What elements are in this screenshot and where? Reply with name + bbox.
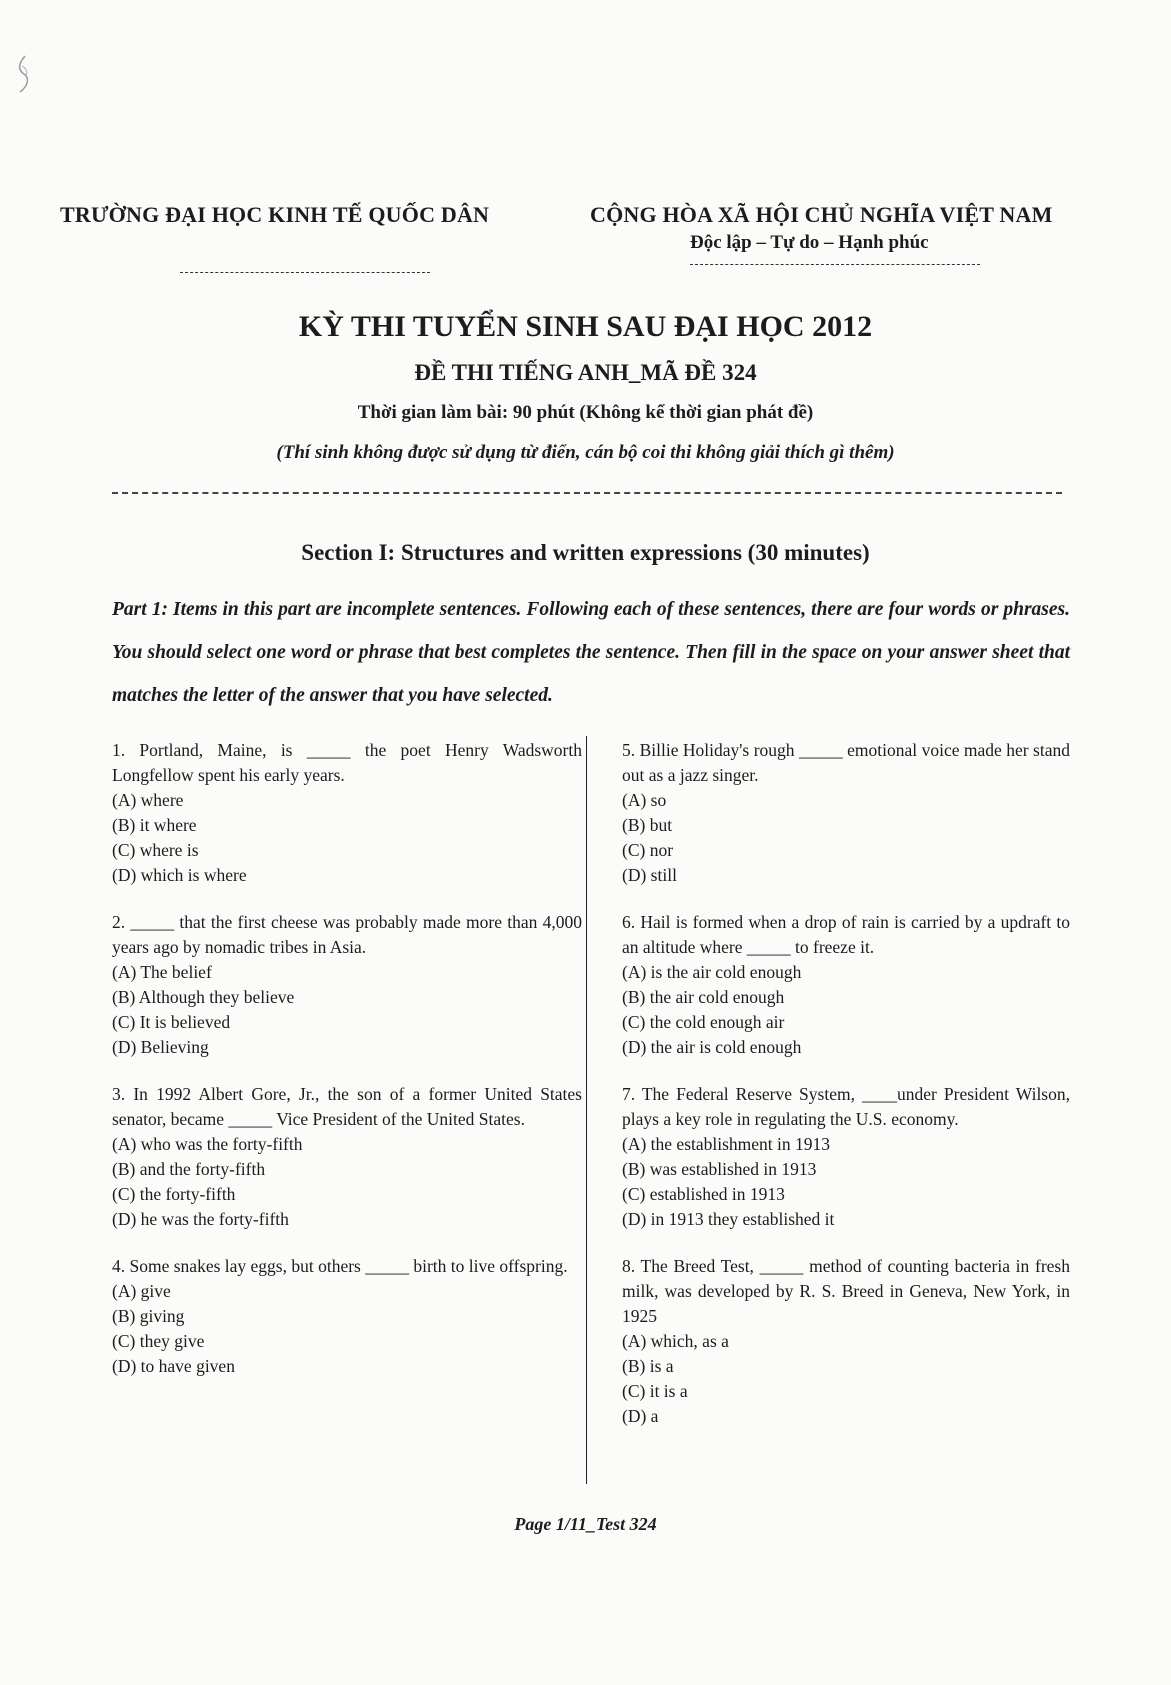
answer-option: (C) it is a [622, 1381, 688, 1401]
answer-option: (D) in 1913 they established it [622, 1209, 835, 1229]
country-motto: Độc lập – Tự do – Hạnh phúc [690, 232, 929, 253]
answer-option: (D) he was the forty-fifth [112, 1209, 289, 1229]
question [622, 910, 1070, 1060]
answer-option: (B) the air cold enough [622, 987, 785, 1007]
answer-option: (B) it where [112, 815, 197, 835]
question [112, 910, 582, 1060]
answer-option: (B) and the forty-fifth [112, 1159, 266, 1179]
answer-option: (A) is the air cold enough [622, 962, 802, 982]
answer-option: (C) nor [622, 840, 674, 860]
answer-option: (C) the cold enough air [622, 1012, 785, 1032]
institution-name: TRƯỜNG ĐẠI HỌC KINH TẾ QUỐC DÂN [60, 202, 490, 227]
answer-option: (D) a [622, 1406, 659, 1426]
questions-right-column [622, 738, 1070, 1451]
question [112, 1254, 582, 1379]
question-text: 6. Hail is formed when a drop of rain is carried by a updraft to an altitude where _____ to freeze it. [622, 912, 1070, 957]
answer-option: (D) Believing [112, 1037, 209, 1057]
answer-option: (A) The belief [112, 962, 212, 982]
column-divider [586, 736, 587, 1484]
answer-option: (B) but [622, 815, 673, 835]
institution-underline [180, 272, 430, 273]
answer-option: (C) established in 1913 [622, 1184, 785, 1204]
answer-option: (A) the establishment in 1913 [622, 1134, 831, 1154]
answer-option: (A) where [112, 790, 184, 810]
exam-subject: ĐỀ THI TIẾNG ANH_MÃ ĐỀ 324 [414, 360, 757, 385]
answer-option: (C) where is [112, 840, 199, 860]
answer-option: (B) Although they believe [112, 987, 295, 1007]
question-text: 3. In 1992 Albert Gore, Jr., the son of a former United States senator, became _____ Vice President of the United States. [112, 1084, 582, 1129]
question [622, 1082, 1070, 1232]
exam-note: (Thí sinh không được sử dụng từ điển, cán bộ coi thi không giải thích gì thêm) [276, 442, 895, 463]
part-instructions: Part 1: Items in this part are incomplete sentences. Following each of these sentences, there are four words or phrases. You should select one word or phrase that best completes the sentence. Then fill in the space on your answer sheet that matches the letter of the answer that you have selected. [112, 599, 1070, 706]
answer-option: (D) to have given [112, 1356, 235, 1376]
answer-options [622, 788, 1070, 888]
answer-option: (D) still [622, 865, 677, 885]
question-text: 2. _____ that the first cheese was probably made more than 4,000 years ago by nomadic tribes in Asia. [112, 912, 582, 957]
country-name: CỘNG HÒA XÃ HỘI CHỦ NGHĨA VIỆT NAM [590, 202, 1053, 227]
scan-mark-icon [14, 54, 36, 94]
answer-options [622, 1329, 1070, 1429]
answer-option: (B) was established in 1913 [622, 1159, 817, 1179]
answer-option: (C) they give [112, 1331, 205, 1351]
answer-option: (A) so [622, 790, 667, 810]
answer-options [622, 1132, 1070, 1232]
answer-options [112, 960, 582, 1060]
question-text: 5. Billie Holiday's rough _____ emotional voice made her stand out as a jazz singer. [622, 740, 1070, 785]
motto-underline [690, 264, 980, 265]
question [112, 1082, 582, 1232]
question [112, 738, 582, 888]
answer-option: (C) the forty-fifth [112, 1184, 236, 1204]
answer-option: (B) is a [622, 1356, 674, 1376]
answer-options [622, 960, 1070, 1060]
answer-option: (A) which, as a [622, 1331, 729, 1351]
section-title: Section I: Structures and written expressions (30 minutes) [301, 540, 870, 565]
answer-options [112, 1279, 582, 1379]
answer-option: (D) which is where [112, 865, 247, 885]
question-text: 4. Some snakes lay eggs, but others _____ birth to live offspring. [112, 1256, 568, 1276]
answer-options [112, 1132, 582, 1232]
answer-option: (A) who was the forty-fifth [112, 1134, 303, 1154]
question [622, 1254, 1070, 1429]
header-divider [112, 492, 1062, 494]
answer-option: (C) It is believed [112, 1012, 231, 1032]
answer-option: (D) the air is cold enough [622, 1037, 802, 1057]
question-text: 1. Portland, Maine, is _____ the poet Henry Wadsworth Longfellow spent his early years. [112, 740, 582, 785]
answer-option: (A) give [112, 1281, 171, 1301]
exam-time: Thời gian làm bài: 90 phút (Không kể thời gian phát đề) [357, 402, 814, 423]
question [622, 738, 1070, 888]
exam-title: KỲ THI TUYỂN SINH SAU ĐẠI HỌC 2012 [298, 310, 873, 343]
question-text: 7. The Federal Reserve System, ____under President Wilson, plays a key role in regulating the U.S. economy. [622, 1084, 1070, 1129]
page-footer: Page 1/11_Test 324 [514, 1514, 657, 1534]
questions-left-column [112, 738, 582, 1401]
question-text: 8. The Breed Test, _____ method of counting bacteria in fresh milk, was developed by R. S. Breed in Geneva, New York, in 1925 [622, 1256, 1070, 1326]
answer-options [112, 788, 582, 888]
answer-option: (B) giving [112, 1306, 185, 1326]
